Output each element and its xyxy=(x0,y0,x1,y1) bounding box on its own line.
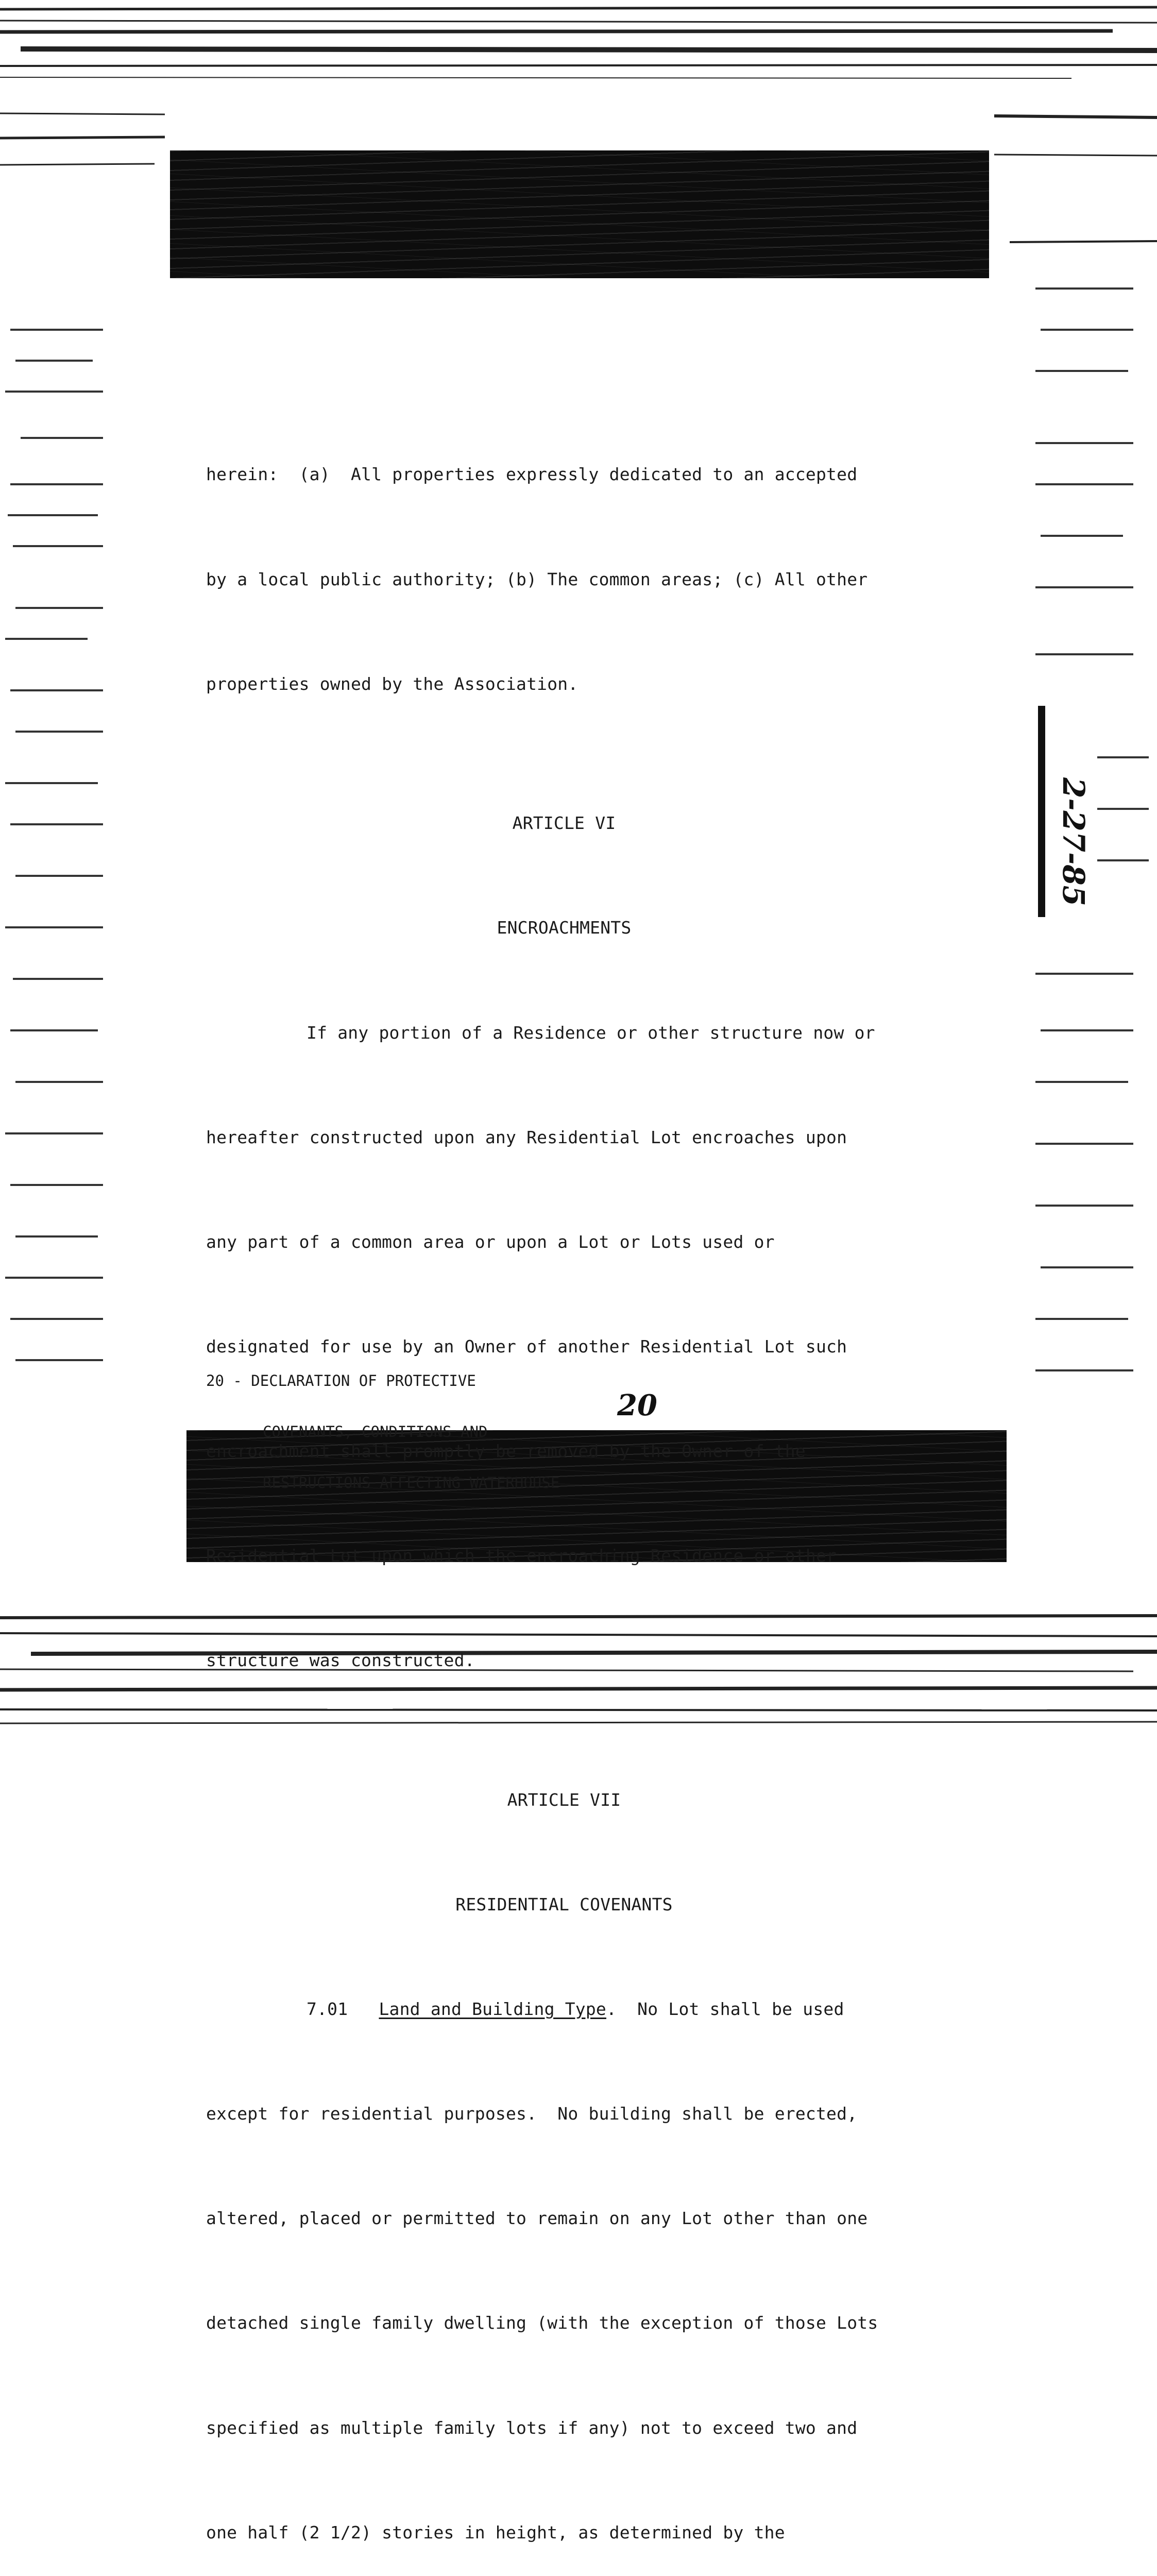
text-line: designated for use by an Owner of another Residential Lot such xyxy=(206,1336,847,1357)
article-vi-number: ARTICLE VI xyxy=(512,813,616,834)
scan-dark-band-top xyxy=(170,150,989,285)
text-line: herein: (a) All properties expressly dedicated to an accepted xyxy=(206,464,858,485)
section-first-line-rest: . No Lot shall be used xyxy=(606,1999,844,2020)
article-vi-title: ENCROACHMENTS xyxy=(497,918,632,938)
text-line: altered, placed or permitted to remain on any Lot other than one xyxy=(206,2208,868,2229)
text-line: properties owned by the Association. xyxy=(206,673,578,694)
article-vii-number: ARTICLE VII xyxy=(507,1789,621,1810)
section-heading: Land and Building Type xyxy=(379,1999,606,2020)
handwritten-page-number: 20 xyxy=(617,1388,657,1422)
text-line: structure was constructed. xyxy=(206,1650,475,1671)
margin-date-stamp xyxy=(1038,706,1094,917)
text-line: If any portion of a Residence or other structure now or xyxy=(307,1022,875,1043)
footer-line: COVENANTS, CONDITIONS AND xyxy=(263,1423,488,1440)
footer-line: RESTRUCTIONS AFFECTING WATERHOUSE xyxy=(263,1474,560,1492)
footer-line: 20 - DECLARATION OF PROTECTIVE xyxy=(206,1372,476,1389)
text-line: hereafter constructed upon any Residential Lot encroaches upon xyxy=(206,1127,847,1147)
text-line: except for residential purposes. No building shall be erected, xyxy=(206,2104,858,2124)
section-7-01-first-line xyxy=(206,1992,927,2027)
text-line: detached single family dwelling (with the exception of those Lots xyxy=(206,2313,878,2333)
text-line: any part of a common area or upon a Lot or Lots used or xyxy=(206,1231,775,1252)
text-line: encroachment shall promptly be removed by the Owner of the xyxy=(206,1440,806,1461)
page-footer xyxy=(206,1338,559,1509)
text-line: specified as multiple family lots if any) not to exceed two and xyxy=(206,2417,858,2438)
article-vii-title: RESIDENTIAL COVENANTS xyxy=(455,1894,673,1915)
section-number: 7.01 xyxy=(307,1999,348,2020)
margin-date-text: 2-27-85 xyxy=(1056,777,1091,906)
text-line: one half (2 1/2) stories in height, as determined by the xyxy=(206,2522,785,2543)
text-line: by a local public authority; (b) The common areas; (c) All other xyxy=(206,569,868,589)
text-line: Residential Lot upon which the encroaching Residence or other xyxy=(206,1546,837,1566)
